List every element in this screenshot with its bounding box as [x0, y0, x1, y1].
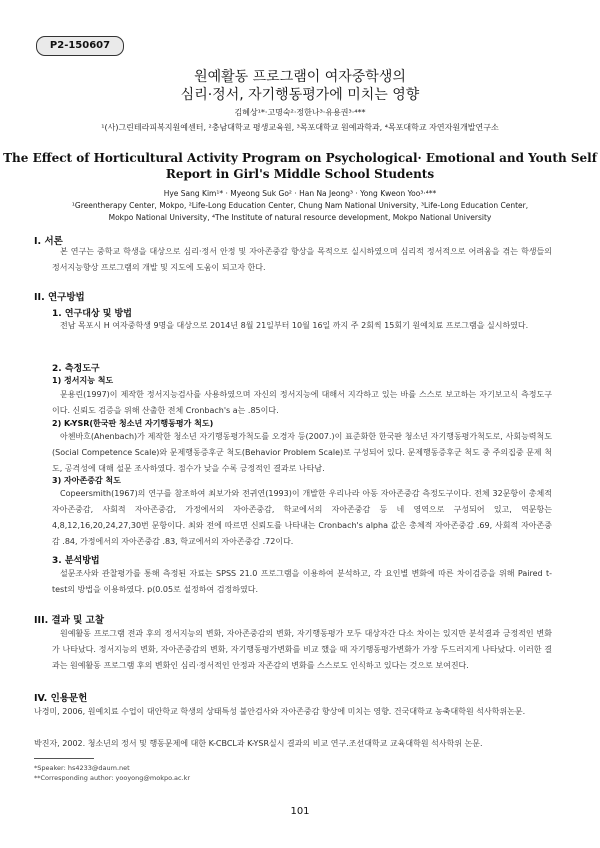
subsection-subjects-heading: 1. 연구대상 및 방법	[52, 309, 132, 319]
section-introduction-text: 본 연구는 중학교 학생을 대상으로 심리·정서 안정 및 자아존중감 향상을 목적으로 실시하였으며 심리적 정서적으로 어려움을 겪는 학생들의 정서지능향상 프로그램의 개발 및 지도에 도움이 되고자 한다.	[52, 247, 552, 272]
section-methods-heading: II. 연구방법	[34, 292, 85, 303]
section-results-text: 원예활동 프로그램 전과 후의 정서지능의 변화, 자아존중감의 변화, 자기행동평가 모두 대상자간 다소 차이는 있지만 분석결과 긍정적인 변화가 나타났다. 정서지능의 변화, 자아존중감의 변화, 자기행동평가변화를 비교 했을 때 자기행동평가변화가 가장 두드러지게 나타났다. 이러한 결과는 원예활동 프로그램 후의 변화인 심리·정서적인 안정과 자존감의 변화를 스스로도 인식하고 있다는 것으로 보여진다.	[52, 629, 552, 670]
page-number: 101	[290, 806, 310, 817]
instrument-self-esteem-text: Copeersmith(1967)의 연구를 참조하여 최보가와 전귀연(1993)이 개발한 우리나라 아동 자아존중감 측정도구이다. 전체 32문항이 총체적 자아존중감, 사회적 자아존중감, 가정에서의 자아존중감, 학교에서의 자아존중감 등 네 영역으로 구성되어 있고, 역문항는 4,8,12,16,20,24,27,30번 문항이다. 최와 전에 따르면 신뢰도를 나타내는 Cronbach's alpha 값은 총체적 자아존중감 .69, 사회적 자아존중감 .84, 가정에서의 자아존중감 .83, 학교에서의 자아존중감 .72이다.	[52, 489, 552, 546]
instrument-emotional-intelligence-text: 문용린(1997)이 제작한 정서지능검사를 사용하였으며 자신의 정서지능에 대해서 지각하고 있는 바를 스스로 보고하는 자기보고식 측정도구이다. 신뢰도 검증을 위해 산출한 전체 Cronbach's a는 .85이다.	[52, 390, 552, 415]
affiliations-korean: ¹(사)그린테라피복지원예센터, ²충남대학교 평생교육원, ³목포대학교 원예과학과, ⁴목포대학교 자연자원개발연구소	[101, 123, 499, 132]
poster-code-badge: P2-150607	[36, 36, 124, 56]
authors-english: Hye Sang Kim¹* · Myeong Suk Go² · Han Na Jeong³ · Yong Kweon Yoo³·⁴**	[163, 189, 437, 198]
reference-item: 나경미, 2006, 원예치료 수업이 대안학교 학생의 상태특성 불안검사와 자아존중감 향상에 미치는 영향. 건국대학교 농축대학원 석사학위논문.	[34, 707, 526, 716]
subsection-analysis-heading: 3. 분석방법	[52, 556, 100, 566]
reference-item: 박진자, 2002. 청소년의 정서 및 행동문제에 대한 K-CBCL과 K-YSR실시 결과의 비교 연구.조선대학교 교육대학원 석사학위 논문.	[34, 739, 483, 748]
title-korean-line-2: 심리·정서, 자기행동평가에 미치는 영향	[180, 87, 420, 103]
section-results-heading: III. 결과 및 고찰	[34, 615, 105, 626]
subsection-instruments-heading: 2. 측정도구	[52, 364, 100, 374]
footnote-speaker: *Speaker: hs4233@daum.net	[34, 764, 130, 772]
footnote-divider	[34, 758, 94, 759]
footnote-corresponding-author: **Corresponding author: yooyong@mokpo.ac.kr	[34, 774, 191, 782]
title-english	[0, 150, 600, 182]
subsection-analysis-text: 설문조사와 관찰평가를 통해 측정된 자료는 SPSS 21.0 프로그램을 이용하여 분석하고, 각 요인별 변화에 따른 차이검증을 위해 Paired t-test의 방법을 이용하였다. p⟨0.05로 설정하여 검정하였다.	[52, 569, 552, 594]
affiliations-english	[0, 200, 600, 224]
title-english-line-1: The Effect of Horticultural Activity Program on Psychological· Emotional and Youth Self	[3, 151, 597, 165]
instrument-self-esteem-heading: 3) 자아존중감 척도	[52, 476, 121, 485]
affiliations-english-line-1: ¹Greentherapy Center, Mokpo, ²Life-Long Education Center, Chung Nam National University, ³Life-Long Education Center,	[71, 201, 529, 210]
section-references-heading: IV. 인용문헌	[34, 693, 88, 704]
instrument-kysr-heading: 2) K-YSR(한국판 청소년 자기행동평가 척도)	[52, 419, 214, 428]
subsection-subjects-text: 전남 목포시 H 여자중학생 9명을 대상으로 2014년 8월 21일부터 10월 16일 까지 주 2회씩 15회기 원예치료 프로그램을 실시하였다.	[60, 321, 529, 330]
authors-korean: 김혜상¹*·고명숙²·정한나³·유용권³·⁴**	[234, 108, 366, 117]
instrument-emotional-intelligence-heading: 1) 정서지능 척도	[52, 376, 114, 385]
affiliations-english-line-2: Mokpo National University, ⁴The Institute of natural resource development, Mokpo National University	[108, 213, 492, 222]
section-introduction-heading: I. 서론	[34, 236, 63, 247]
title-english-line-2: Report in Girl's Middle School Students	[165, 167, 435, 181]
instrument-kysr-text: 아첸바흐(Ahenbach)가 제작한 청소년 자기행동평가척도를 오경자 등(2007.)이 표준화한 한국판 청소년 자기행동평가척도로, 사회능력척도(Social Competence Scale)와 문제행동증후군 척도(Behavior Problem Scale)로 구성되어 있다. 문제행동증후군 척도 중 주의집중 문제 척도, 공격성에 대해 설문 조사하였다. 점수가 낮을 수록 긍정적인 결과로 나타남.	[52, 432, 552, 473]
title-korean-line-1: 원예활동 프로그램이 여자중학생의	[194, 69, 406, 85]
